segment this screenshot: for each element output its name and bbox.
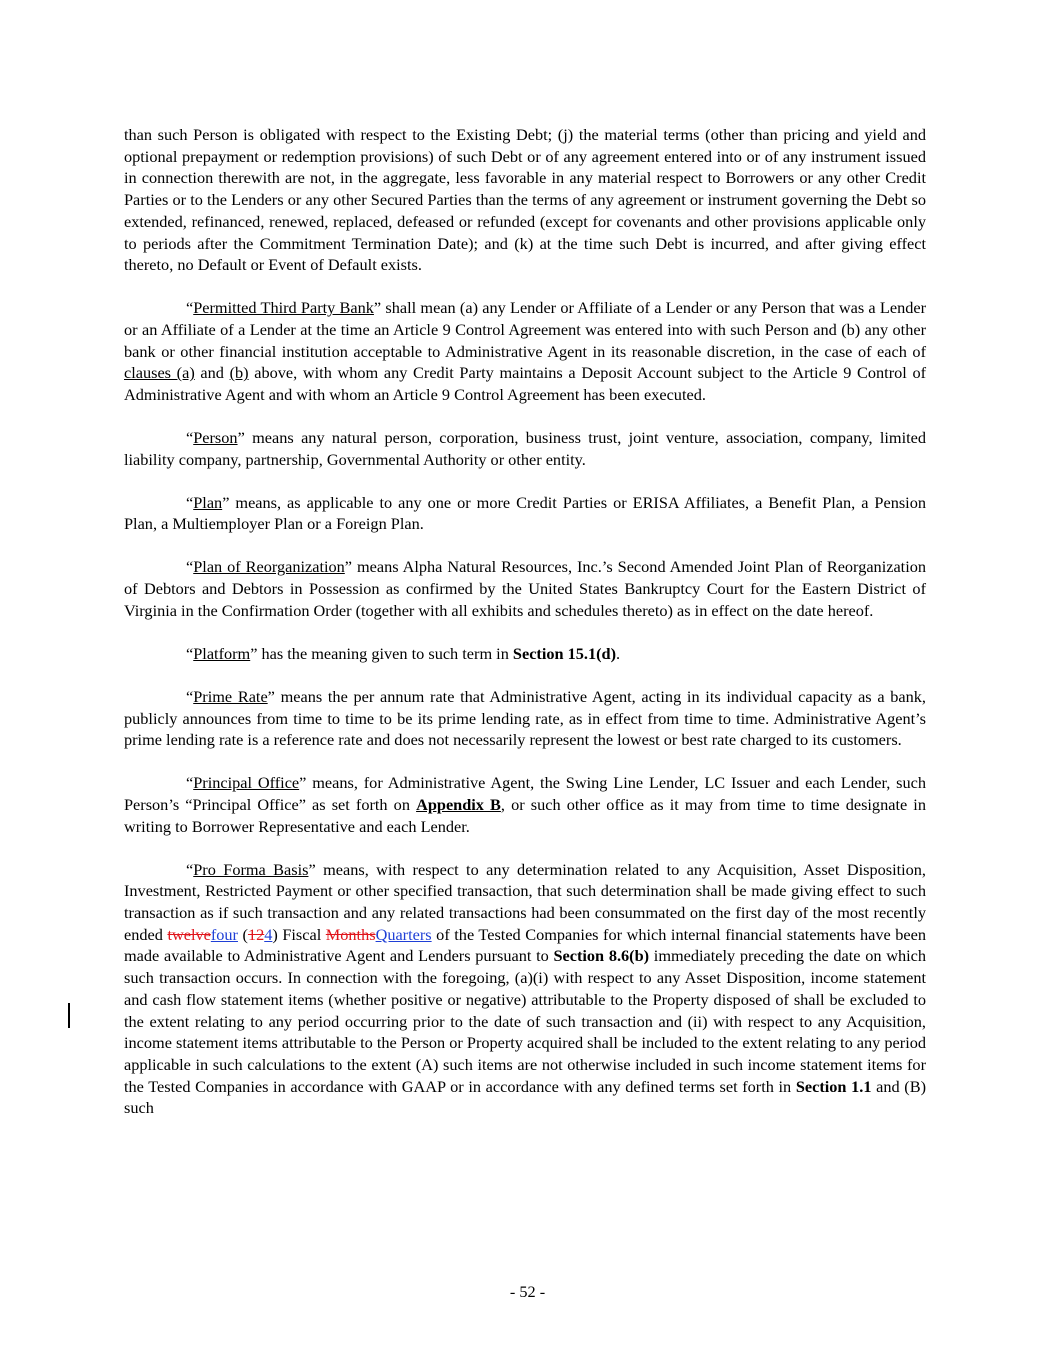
deleted-text: 12 — [247, 924, 265, 944]
section-reference: Section 8.6(b) — [553, 946, 650, 966]
definition-text: ” means, with respect to any determination related to any Acquisition, Asset Disposition, Investment, Restricted Payment or other specified transaction, that such determination shall be made giving effect to such transaction as if such transaction and any related transactions had been consummated on the first day of the most recently ended — [124, 859, 926, 944]
defined-term: Prime Rate — [193, 686, 268, 706]
defined-term: Permitted Third Party Bank — [193, 298, 374, 318]
inserted-text: Quarters — [375, 924, 432, 944]
definition-text: immediately preceding the date on which such transaction occurs. In connection with the foregoing, (a)(i) with respect to any Asset Disposition, income statement and cash flow statement items (whether positive or negative) attributable to the Property disposed of shall be excluded to the extent relating to any period occurring prior to the date of such transaction and (ii) with respect to any Acquisition, income statement items attributable to the Person or Property acquired shall be included to the extent relating to any period applicable in such calculations to the extent (A) such items are not otherwise included in such income statement items for the Tested Companies in accordance with GAAP or in accordance with any defined terms set forth in — [124, 946, 927, 1096]
definition-person — [124, 427, 926, 470]
clause-reference: clauses (a) — [124, 363, 195, 383]
defined-term: Principal Office — [193, 773, 300, 793]
definition-text: ( — [237, 924, 248, 944]
section-reference: Section 15.1(d) — [512, 643, 617, 663]
open-quote: “ — [186, 773, 194, 793]
defined-term: Plan of Reorganization — [193, 557, 345, 577]
definition-text: ” means, for Administrative Agent, the Swing Line Lender, LC Issuer and each Lender, such Person’s “Principal Office” as set forth on — [124, 773, 926, 814]
paragraph-text: than such Person is obligated with respect to the Existing Debt; (j) the material terms (other than pricing and yield and optional prepayment or redemption provisions) of such Debt or of any agreement entered into or of any instrument issued in connection therewith are not, in the aggregate, less favorable in any material respect to Borrowers or any other Credit Parties or to the Lenders or any other Secured Parties than the terms of any agreement or instrument governing the Debt so extended, refinanced, renewed, replaced, defeased or refunded (except for covenants and other provisions applicable only to periods after the Commitment Termination Date); and (k) at the time such Debt is incurred, and after giving effect thereto, no Default or Event of Default exists. — [124, 125, 926, 275]
definition-principal-office — [124, 772, 926, 837]
deleted-text: twelve — [167, 924, 211, 944]
definition-text: . — [616, 643, 621, 663]
definition-text: ” means the per annum rate that Administrative Agent, acting in its individual capacity as a bank, publicly announces from time to time to be its prime lending rate, as in effect from time to time. Administrative Agent’s prime lending rate is a reference rate and does not necessarily represent the lowest or best rate charged to its customers. — [124, 686, 926, 750]
definition-text: , or such other office as it may from time to time designate in writing to Borrower Representative and each Lender. — [124, 794, 926, 836]
defined-term: Pro Forma Basis — [193, 859, 309, 879]
paragraph-continuation — [124, 124, 926, 276]
definition-text: ” shall mean (a) any Lender or Affiliate of a Lender or any Person that was a Lender or an Affiliate of a Lender at the time an Article 9 Control Agreement was entered into with such Person and (b) any other bank or other financial institution acceptable to Administrative Agent in its reasonable discretion, in the case of each of — [124, 298, 926, 361]
section-reference: Section 1.1 — [795, 1076, 872, 1096]
document-body — [124, 124, 926, 1140]
open-quote: “ — [186, 428, 194, 448]
definition-text: ” means any natural person, corporation, business trust, joint venture, association, company, limited liability company, partnership, Governmental Authority or other entity. — [124, 428, 926, 469]
inserted-text: 4 — [264, 924, 273, 944]
definition-text: ” has the meaning given to such term in — [250, 643, 513, 663]
definition-text: above, with whom any Credit Party maintains a Deposit Account subject to the Article 9 Control of Administrative Agent and with whom an Article 9 Control Agreement has been executed. — [124, 363, 927, 405]
deleted-text: Months — [325, 924, 376, 944]
definition-pro-forma-basis — [124, 859, 926, 1119]
defined-term: Plan — [193, 492, 223, 512]
defined-term: Platform — [193, 643, 251, 663]
definition-platform — [124, 643, 926, 665]
change-bar — [68, 1003, 70, 1028]
appendix-reference: Appendix B — [416, 794, 501, 814]
open-quote: “ — [186, 643, 194, 663]
definition-text: and — [194, 363, 230, 383]
open-quote: “ — [186, 492, 194, 512]
open-quote: “ — [186, 859, 194, 879]
open-quote: “ — [186, 686, 194, 706]
definition-text: ” means Alpha Natural Resources, Inc.’s Second Amended Joint Plan of Reorganization of Debtors and Debtors in Possession as confirmed by the United States Bankruptcy Court for the Eastern District of Virginia in the Confirmation Order (together with all exhibits and schedules thereto) as in effect on the date hereof. — [124, 557, 926, 620]
open-quote: “ — [186, 557, 194, 577]
definition-plan — [124, 492, 926, 535]
defined-term: Person — [193, 428, 238, 448]
definition-prime-rate — [124, 686, 926, 751]
definition-plan-of-reorganization — [124, 556, 926, 621]
open-quote: “ — [186, 298, 194, 318]
inserted-text: four — [210, 924, 238, 944]
definition-text: ) Fiscal — [272, 924, 326, 944]
definition-permitted-third-party-bank — [124, 297, 926, 406]
clause-reference: (b) — [229, 363, 249, 383]
definition-text: of the Tested Companies for which internal financial statements have been made available to Administrative Agent and Lenders pursuant to — [124, 924, 927, 966]
page-number: - 52 - — [509, 1282, 546, 1301]
definition-text: and (B) such — [124, 1076, 926, 1118]
definition-text: ” means, as applicable to any one or more Credit Parties or ERISA Affiliates, a Benefit Plan, a Pension Plan, a Multiemployer Plan or a Foreign Plan. — [124, 492, 926, 534]
